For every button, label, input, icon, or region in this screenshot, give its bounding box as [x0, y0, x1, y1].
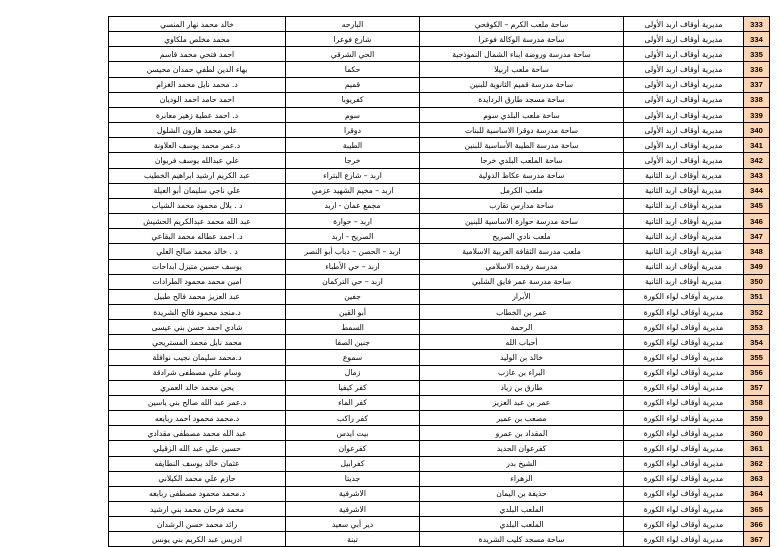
venue-cell: خالد بن الوليد: [420, 350, 624, 365]
table-row: [109, 214, 770, 229]
table-row: [109, 107, 770, 122]
table-row: [109, 426, 770, 441]
name-cell: د. احمد عطاله محمد البقاعي: [109, 229, 286, 244]
venue-cell: طارق بن زياد: [420, 380, 624, 395]
location-cell: دير أبي سعيد: [286, 517, 420, 532]
venue-cell: المقداد بن عمرو: [420, 426, 624, 441]
table-row: [109, 335, 770, 350]
table-row: [109, 441, 770, 456]
table-row: [109, 32, 770, 47]
row-number: 350: [744, 274, 770, 289]
directorate-cell: مديرية أوقاف اربد الثانية: [624, 168, 744, 183]
table-body: [109, 17, 770, 547]
row-number: 336: [744, 62, 770, 77]
location-cell: اربد – حي التركمان: [286, 274, 420, 289]
row-number: 353: [744, 320, 770, 335]
name-cell: احمد حامد احمد الوديان: [109, 92, 286, 107]
name-cell: د.محمد سليمان نجيب نوافلة: [109, 350, 286, 365]
name-cell: حسين علي عبد الله الزقيلي: [109, 441, 286, 456]
row-number: 345: [744, 198, 770, 213]
row-number: 340: [744, 123, 770, 138]
location-cell: جنين الصفا: [286, 335, 420, 350]
venue-cell: ساحة مدارس تقارب: [420, 198, 624, 213]
table-row: [109, 365, 770, 380]
row-number: 349: [744, 259, 770, 274]
venue-cell: ساحة مدرسة قميم الثانوية للبنين: [420, 77, 624, 92]
directorate-cell: مديرية أوقاف اربد الأولى: [624, 92, 744, 107]
directorate-cell: مديرية أوقاف لواء الكورة: [624, 411, 744, 426]
directorate-cell: مديرية أوقاف لواء الكورة: [624, 365, 744, 380]
name-cell: د.عمر عبد الله صالح بني ياسين: [109, 395, 286, 410]
name-cell: علي عبدالله يوسف فريوان: [109, 153, 286, 168]
directorate-cell: مديرية أوقاف لواء الكورة: [624, 426, 744, 441]
directorate-cell: مديرية أوقاف اربد الأولى: [624, 123, 744, 138]
row-number: 365: [744, 502, 770, 517]
row-number: 363: [744, 471, 770, 486]
name-cell: د.محمد محمود احمد ربايعه: [109, 411, 286, 426]
directorate-cell: مديرية أوقاف اربد الثانية: [624, 183, 744, 198]
location-cell: السمط: [286, 320, 420, 335]
row-number: 367: [744, 532, 770, 547]
row-number: 366: [744, 517, 770, 532]
location-cell: كفرعوان: [286, 441, 420, 456]
venue-cell: ساحة ملعب البلدي سوم: [420, 107, 624, 122]
location-cell: بيت ايدس: [286, 426, 420, 441]
directorate-cell: مديرية أوقاف اربد الثانية: [624, 198, 744, 213]
location-cell: كفر الماء: [286, 395, 420, 410]
location-cell: سموع: [286, 350, 420, 365]
table-row: [109, 380, 770, 395]
venue-cell: مدرسة رفيده الاسلامي: [420, 259, 624, 274]
row-number: 356: [744, 365, 770, 380]
row-number: 338: [744, 92, 770, 107]
name-cell: وسام علي مصطفى شرادقة: [109, 365, 286, 380]
directorate-cell: مديرية أوقاف لواء الكورة: [624, 502, 744, 517]
directorate-cell: مديرية أوقاف لواء الكورة: [624, 456, 744, 471]
venue-cell: ساحة مدرسة وروضة ابناء الشمال النموذجية: [420, 47, 624, 62]
row-number: 337: [744, 77, 770, 92]
name-cell: عبد الكريم ارشيد ابراهيم الخطيب: [109, 168, 286, 183]
location-cell: كفر راكب: [286, 411, 420, 426]
row-number: 354: [744, 335, 770, 350]
table-row: [109, 259, 770, 274]
name-cell: علي ناجي سليمان أبو العيلة: [109, 183, 286, 198]
location-cell: اربد – حي الأطباء: [286, 259, 420, 274]
location-cell: دوقرا: [286, 123, 420, 138]
name-cell: شادي احمد حسن بني عيسى: [109, 320, 286, 335]
table-row: [109, 471, 770, 486]
name-cell: يحي محمد خالد العمري: [109, 380, 286, 395]
row-number: 339: [744, 107, 770, 122]
location-cell: الاشرفية: [286, 502, 420, 517]
row-number: 352: [744, 304, 770, 319]
location-cell: الاشرفية: [286, 486, 420, 501]
name-cell: د. احمد عطية زهير معابرة: [109, 107, 286, 122]
name-cell: عبد العزيز محمد فالح طبيل: [109, 289, 286, 304]
table-row: [109, 153, 770, 168]
table-row: [109, 456, 770, 471]
venue-cell: ساحة مسجد كليب الشريدة: [420, 532, 624, 547]
location-cell: جفين: [286, 289, 420, 304]
directorate-cell: مديرية أوقاف اربد الأولى: [624, 62, 744, 77]
name-cell: رائد محمد حسن الرشدان: [109, 517, 286, 532]
row-number: 335: [744, 47, 770, 62]
venue-cell: البراء بن عازب: [420, 365, 624, 380]
name-cell: د . بلال محمود محمد الشياب: [109, 198, 286, 213]
table-row: [109, 395, 770, 410]
table-row: [109, 183, 770, 198]
directorate-cell: مديرية أوقاف اربد الأولى: [624, 153, 744, 168]
row-number: 348: [744, 244, 770, 259]
directorate-cell: مديرية أوقاف اربد الأولى: [624, 17, 744, 32]
location-cell: كفريوبا: [286, 92, 420, 107]
directorate-cell: مديرية أوقاف لواء الكورة: [624, 532, 744, 547]
location-cell: سوم: [286, 107, 420, 122]
location-cell: زمال: [286, 365, 420, 380]
directorate-cell: مديرية أوقاف اربد الأولى: [624, 77, 744, 92]
table-row: [109, 517, 770, 532]
row-number: 351: [744, 289, 770, 304]
name-cell: خالد محمد نهار المنسي: [109, 17, 286, 32]
directorate-cell: مديرية أوقاف لواء الكورة: [624, 304, 744, 319]
location-cell: شارع فوعرا: [286, 32, 420, 47]
venue-cell: ساحة مسجد طارق الردايدة: [420, 92, 624, 107]
venue-cell: الملعب البلدي: [420, 502, 624, 517]
directorate-cell: مديرية أوقاف لواء الكورة: [624, 517, 744, 532]
location-cell: الحي الشرقي: [286, 47, 420, 62]
name-cell: محمد نايل محمد المستريحي: [109, 335, 286, 350]
directorate-cell: مديرية أوقاف لواء الكورة: [624, 320, 744, 335]
location-cell: حكما: [286, 62, 420, 77]
name-cell: د. محمد نايل محمد الغزام: [109, 77, 286, 92]
location-cell: اربد – حوارة: [286, 214, 420, 229]
directorate-cell: مديرية أوقاف اربد الأولى: [624, 107, 744, 122]
row-number: 347: [744, 229, 770, 244]
venue-cell: ملعب نادي الصريح: [420, 229, 624, 244]
location-cell: كفرابيل: [286, 456, 420, 471]
table-row: [109, 62, 770, 77]
table-row: [109, 350, 770, 365]
location-cell: اربد – مخيم الشهيد عزمي: [286, 183, 420, 198]
venue-cell: عمر بن الخطاب: [420, 304, 624, 319]
table-row: [109, 532, 770, 547]
name-cell: د.عمر محمد يوسف العلاونة: [109, 138, 286, 153]
directorate-cell: مديرية أوقاف اربد الأولى: [624, 138, 744, 153]
name-cell: علي محمد هارون الشلول: [109, 123, 286, 138]
table-row: [109, 304, 770, 319]
directorate-cell: مديرية أوقاف لواء الكورة: [624, 289, 744, 304]
table-row: [109, 123, 770, 138]
row-number: 342: [744, 153, 770, 168]
directorate-cell: مديرية أوقاف لواء الكورة: [624, 471, 744, 486]
name-cell: د . خالد محمد صالح العلي: [109, 244, 286, 259]
directorate-cell: مديرية أوقاف لواء الكورة: [624, 486, 744, 501]
venue-cell: عمر بن عبد العزيز: [420, 395, 624, 410]
row-number: 361: [744, 441, 770, 456]
directorate-cell: مديرية أوقاف لواء الكورة: [624, 350, 744, 365]
table-row: [109, 229, 770, 244]
venue-cell: ساحة مدرسة الوكالة فوعرا: [420, 32, 624, 47]
directorate-cell: مديرية أوقاف اربد الثانية: [624, 274, 744, 289]
venue-cell: الرحمة: [420, 320, 624, 335]
venue-cell: ساحة الملعب البلدي خرجا: [420, 153, 624, 168]
name-cell: يوسف حسين متيزل ابداحات: [109, 259, 286, 274]
venue-cell: ملعب الكرمل: [420, 183, 624, 198]
table-row: [109, 274, 770, 289]
directorate-cell: مديرية أوقاف لواء الكورة: [624, 395, 744, 410]
venue-cell: الملعب البلدي: [420, 517, 624, 532]
directorate-cell: مديرية أوقاف اربد الثانية: [624, 259, 744, 274]
name-cell: ادريس عبد الكريم بني يونس: [109, 532, 286, 547]
row-number: 362: [744, 456, 770, 471]
venue-cell: ساحة مدرسة عكاظ الدولية: [420, 168, 624, 183]
row-number: 334: [744, 32, 770, 47]
directorate-cell: مديرية أوقاف لواء الكورة: [624, 380, 744, 395]
venue-cell: الشيخ بدر: [420, 456, 624, 471]
directorate-cell: مديرية أوقاف اربد الثانية: [624, 229, 744, 244]
venue-cell: الزهراء: [420, 471, 624, 486]
venue-cell: ساحة مدرسة عمر فايق الشلبي: [420, 274, 624, 289]
name-cell: د.محمد محمود مصطفى ربابعه: [109, 486, 286, 501]
row-number: 355: [744, 350, 770, 365]
venue-cell: ساحة مدرسة الطيبة الأساسية للبنين: [420, 138, 624, 153]
directorate-cell: مديرية أوقاف لواء الكورة: [624, 335, 744, 350]
venue-cell: ساحة مدرسة حوارة الاساسية للبنين: [420, 214, 624, 229]
directorate-cell: مديرية أوقاف اربد الأولى: [624, 47, 744, 62]
table-row: [109, 77, 770, 92]
location-cell: قميم: [286, 77, 420, 92]
row-number: 358: [744, 395, 770, 410]
location-cell: جديتا: [286, 471, 420, 486]
row-number: 343: [744, 168, 770, 183]
table-row: [109, 92, 770, 107]
table-row: [109, 289, 770, 304]
location-cell: البارحه: [286, 17, 420, 32]
venue-cell: ساحة ملعب الكرم – الكوفحي: [420, 17, 624, 32]
directorate-cell: مديرية أوقاف اربد الثانية: [624, 214, 744, 229]
name-cell: عبد الله محمد عبدالكريم الحشيش: [109, 214, 286, 229]
directorate-cell: مديرية أوقاف اربد الأولى: [624, 32, 744, 47]
venue-cell: مصعب بن عمير: [420, 411, 624, 426]
name-cell: بهاء الدين لطفي حمدان محيسن: [109, 62, 286, 77]
name-cell: د.منجد محمود فالح الشريدة: [109, 304, 286, 319]
venue-cell: كفرعوان الجديد: [420, 441, 624, 456]
venue-cell: الأبرار: [420, 289, 624, 304]
name-cell: محمد فرحان محمد بني ارشيد: [109, 502, 286, 517]
table-row: [109, 244, 770, 259]
venue-cell: أحباب الله: [420, 335, 624, 350]
venues-table: [108, 16, 770, 547]
name-cell: محمد مخلص ملكاوي: [109, 32, 286, 47]
table-row: [109, 47, 770, 62]
row-number: 344: [744, 183, 770, 198]
location-cell: تبنة: [286, 532, 420, 547]
table-row: [109, 198, 770, 213]
table-row: [109, 411, 770, 426]
venue-cell: ملعب مدرسة الثقافة العربية الاسلامية: [420, 244, 624, 259]
table-row: [109, 168, 770, 183]
location-cell: الصريح - اربد: [286, 229, 420, 244]
location-cell: مجمع عمان - اربد: [286, 198, 420, 213]
name-cell: حازم علي محمد الكيلاني: [109, 471, 286, 486]
location-cell: كفر كيفيا: [286, 380, 420, 395]
row-number: 333: [744, 17, 770, 32]
location-cell: أبو القين: [286, 304, 420, 319]
location-cell: اربد – شارع البتراء: [286, 168, 420, 183]
row-number: 357: [744, 380, 770, 395]
venue-cell: حذيفة بن اليمان: [420, 486, 624, 501]
row-number: 360: [744, 426, 770, 441]
location-cell: اربد – الحصن – دباب أبو النصر: [286, 244, 420, 259]
row-number: 364: [744, 486, 770, 501]
table-row: [109, 502, 770, 517]
name-cell: عثمان خالد يوسف النطايفه: [109, 456, 286, 471]
venue-cell: ساحة ملعب اربيلا: [420, 62, 624, 77]
table-row: [109, 486, 770, 501]
location-cell: الطيبة: [286, 138, 420, 153]
name-cell: عبد الله محمد مصطفى مقدادي: [109, 426, 286, 441]
row-number: 341: [744, 138, 770, 153]
directorate-cell: مديرية أوقاف اربد الثانية: [624, 244, 744, 259]
row-number: 359: [744, 411, 770, 426]
row-number: 346: [744, 214, 770, 229]
name-cell: امين محمد محمود الطرادات: [109, 274, 286, 289]
location-cell: خرجا: [286, 153, 420, 168]
table-row: [109, 320, 770, 335]
table-row: [109, 17, 770, 32]
venue-cell: ساحة مدرسة دوقرا الاساسية للبنات: [420, 123, 624, 138]
table-row: [109, 138, 770, 153]
name-cell: احمد فتحي محمد قاسم: [109, 47, 286, 62]
directorate-cell: مديرية أوقاف لواء الكورة: [624, 441, 744, 456]
